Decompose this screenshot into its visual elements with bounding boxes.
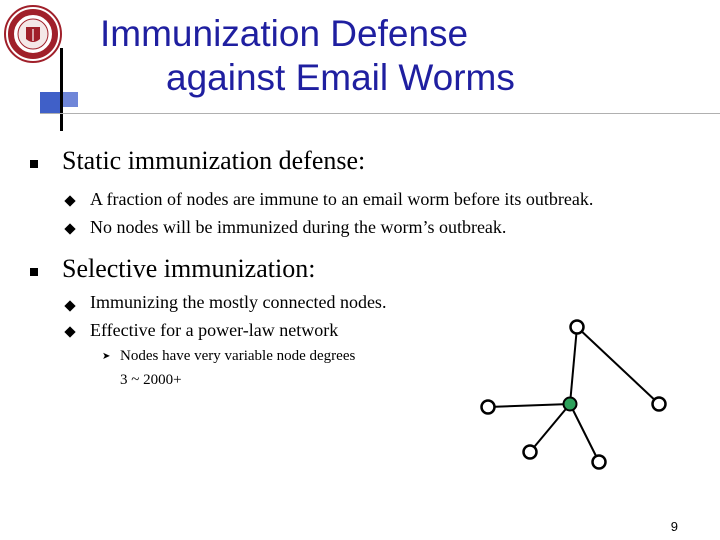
graph-node xyxy=(524,446,537,459)
bullet-static-immunization: Static immunization defense: xyxy=(62,146,366,175)
subsub-degree-range: 3 ~ 2000+ xyxy=(120,372,182,388)
title-line-2: against Email Worms xyxy=(166,57,515,98)
graph-edge xyxy=(570,404,599,462)
title-line-1: Immunization Defense xyxy=(100,13,469,54)
arrow-bullet-icon: ➤ xyxy=(102,351,111,362)
graph-node xyxy=(653,398,666,411)
graph-node xyxy=(571,321,584,334)
subsub-variable-degrees: Nodes have very variable node degrees xyxy=(120,348,356,364)
graph-edge xyxy=(570,327,577,404)
graph-hub-node xyxy=(564,398,577,411)
subbullet-fraction-immune: A fraction of nodes are immune to an email worm before its outbreak. xyxy=(90,189,594,209)
graph-node xyxy=(482,401,495,414)
bullet-selective-immunization: Selective immunization: xyxy=(62,254,316,283)
subbullet-power-law: Effective for a power-law network xyxy=(90,320,339,340)
graph-edge xyxy=(577,327,659,404)
subbullet-no-nodes-immunized: No nodes will be immunized during the worm’s outbreak. xyxy=(90,217,507,237)
page-number: 9 xyxy=(670,519,678,534)
graph-edge xyxy=(488,404,570,407)
subbullet-mostly-connected: Immunizing the mostly connected nodes. xyxy=(90,292,387,312)
graph-edge xyxy=(530,404,570,452)
graph-node xyxy=(593,456,606,469)
